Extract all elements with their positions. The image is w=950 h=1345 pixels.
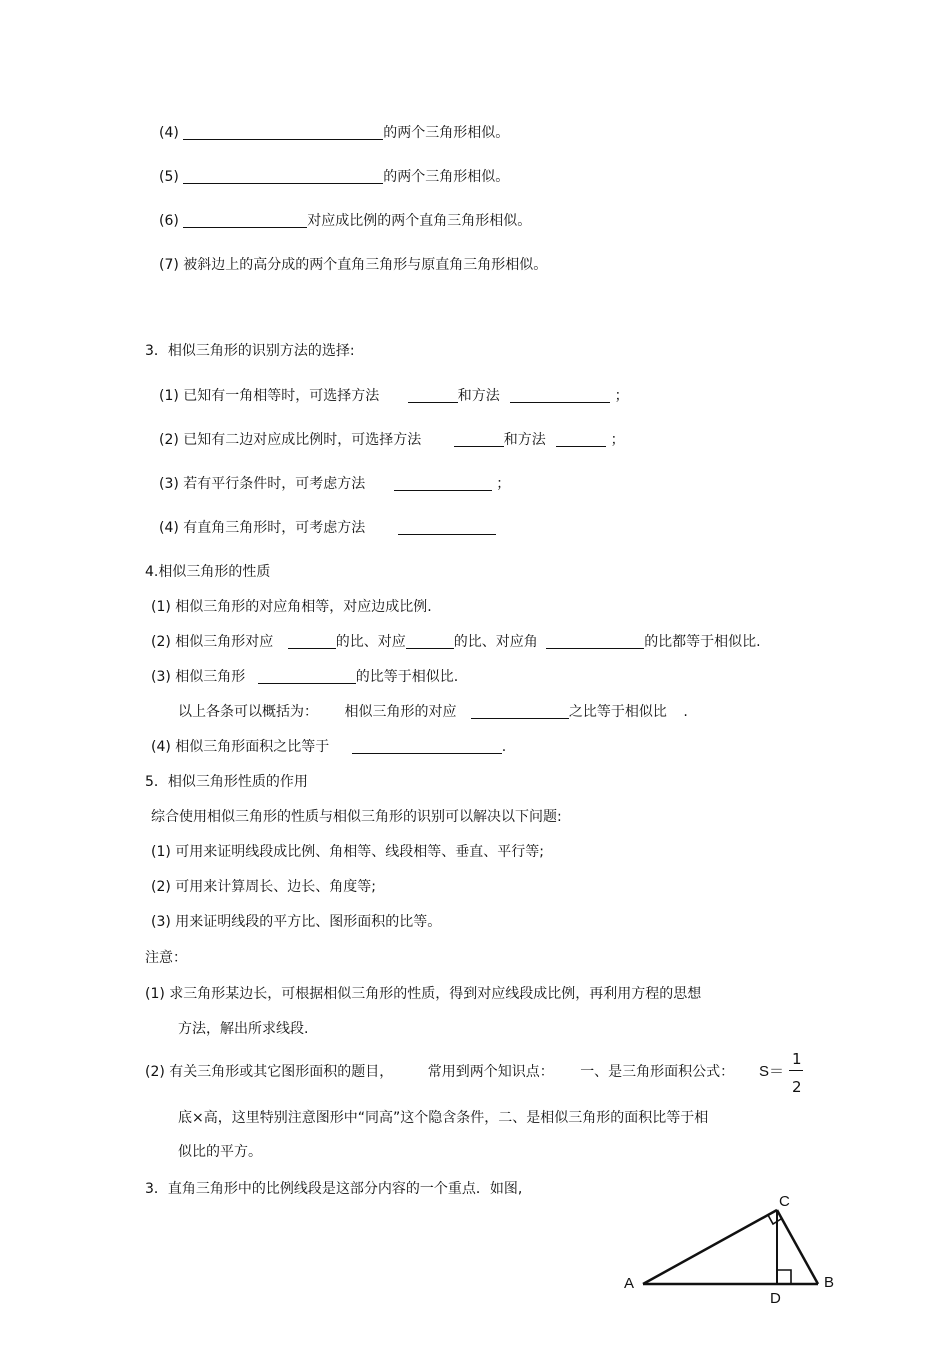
punctuation: ；	[610, 432, 625, 448]
property-text: 的比、对应角	[453, 634, 538, 650]
method-text: 和方法	[457, 388, 500, 404]
section-5-title: 5．相似三角形性质的作用	[145, 774, 308, 790]
property-text: 的比等于相似比.	[355, 669, 459, 685]
section-4-title: 4.相似三角形的性质	[145, 564, 271, 580]
note-1-line-1: (1) 求三角形某边长，可根据相似三角形的性质，得到对应线段成比例，再利用方程的思想	[145, 986, 702, 1002]
property-text: (4) 相似三角形面积之比等于	[151, 739, 330, 755]
punctuation: .	[501, 739, 507, 755]
fraction-denominator: 2	[792, 1078, 802, 1096]
vertex-label-b: B	[824, 1274, 835, 1291]
method-text: (4) 有直角三角形时，可考虑方法	[159, 520, 366, 536]
summary-text: 以上各条可以概括为：	[178, 704, 318, 720]
vertex-label-a: A	[624, 1275, 635, 1292]
property-text: (2) 相似三角形对应	[151, 634, 274, 650]
property-text: 的比、对应	[335, 634, 406, 650]
use-2: (2) 可用来计算周长、边长、角度等;	[151, 879, 376, 895]
note-1-line-2: 方法，解出所求线段.	[178, 1021, 309, 1037]
area-formula-s: S＝	[759, 1063, 785, 1080]
condition-7: (7) 被斜边上的高分成的两个直角三角形与原直角三角形相似。	[159, 257, 548, 273]
use-1: (1) 可用来证明线段成比例、角相等、线段相等、垂直、平行等;	[151, 844, 544, 860]
note-text: 一、是三角形面积公式：	[580, 1064, 735, 1080]
condition-text: 的两个三角形相似。	[383, 125, 510, 141]
property-text: (3) 相似三角形	[151, 669, 246, 685]
note-2-line-3: 似比的平方。	[178, 1144, 262, 1160]
punctuation: ；	[496, 476, 511, 492]
note-text: (2) 有关三角形或其它图形面积的题目，	[145, 1064, 394, 1080]
right-angle-mark-d	[777, 1270, 791, 1284]
punctuation: .	[683, 704, 688, 720]
summary-text: 之比等于相似比	[568, 704, 667, 720]
note-text: 常用到两个知识点：	[427, 1064, 554, 1080]
item-number: (6)	[159, 213, 179, 229]
right-angle-mark-c	[768, 1215, 781, 1224]
property-text: 的比都等于相似比.	[644, 634, 761, 650]
vertex-label-d: D	[770, 1290, 781, 1307]
note-title: 注意：	[145, 950, 187, 966]
condition-text: 的两个三角形相似。	[383, 169, 510, 185]
note-2-line-2: 底×高，这里特别注意图形中“同高”这个隐含条件，二、是相似三角形的面积比等于相	[178, 1110, 709, 1126]
section-6-title: 3．直角三角形中的比例线段是这部分内容的一个重点．如图,	[145, 1181, 523, 1197]
method-text: (1) 已知有一角相等时，可选择方法	[159, 388, 380, 404]
punctuation: ；	[614, 388, 629, 404]
method-text: (3) 若有平行条件时，可考虑方法	[159, 476, 366, 492]
side-bc	[777, 1210, 818, 1284]
condition-text: 对应成比例的两个直角三角形相似。	[307, 213, 532, 229]
use-3: (3) 用来证明线段的平方比、图形面积的比等。	[151, 914, 442, 930]
summary-text: 相似三角形的对应	[344, 704, 457, 720]
fraction-numerator: 1	[792, 1050, 802, 1068]
item-number: (4)	[159, 125, 179, 141]
section-3-title: 3．相似三角形的识别方法的选择:	[145, 343, 355, 359]
method-text: (2) 已知有二边对应成比例时，可选择方法	[159, 432, 422, 448]
section-5-intro: 综合使用相似三角形的性质与相似三角形的识别可以解决以下问题:	[151, 809, 562, 825]
item-number: (5)	[159, 169, 179, 185]
side-ac	[643, 1210, 777, 1284]
property-1: (1) 相似三角形的对应角相等，对应边成比例.	[151, 599, 432, 615]
method-text: 和方法	[503, 432, 546, 448]
vertex-label-c: C	[779, 1193, 790, 1210]
